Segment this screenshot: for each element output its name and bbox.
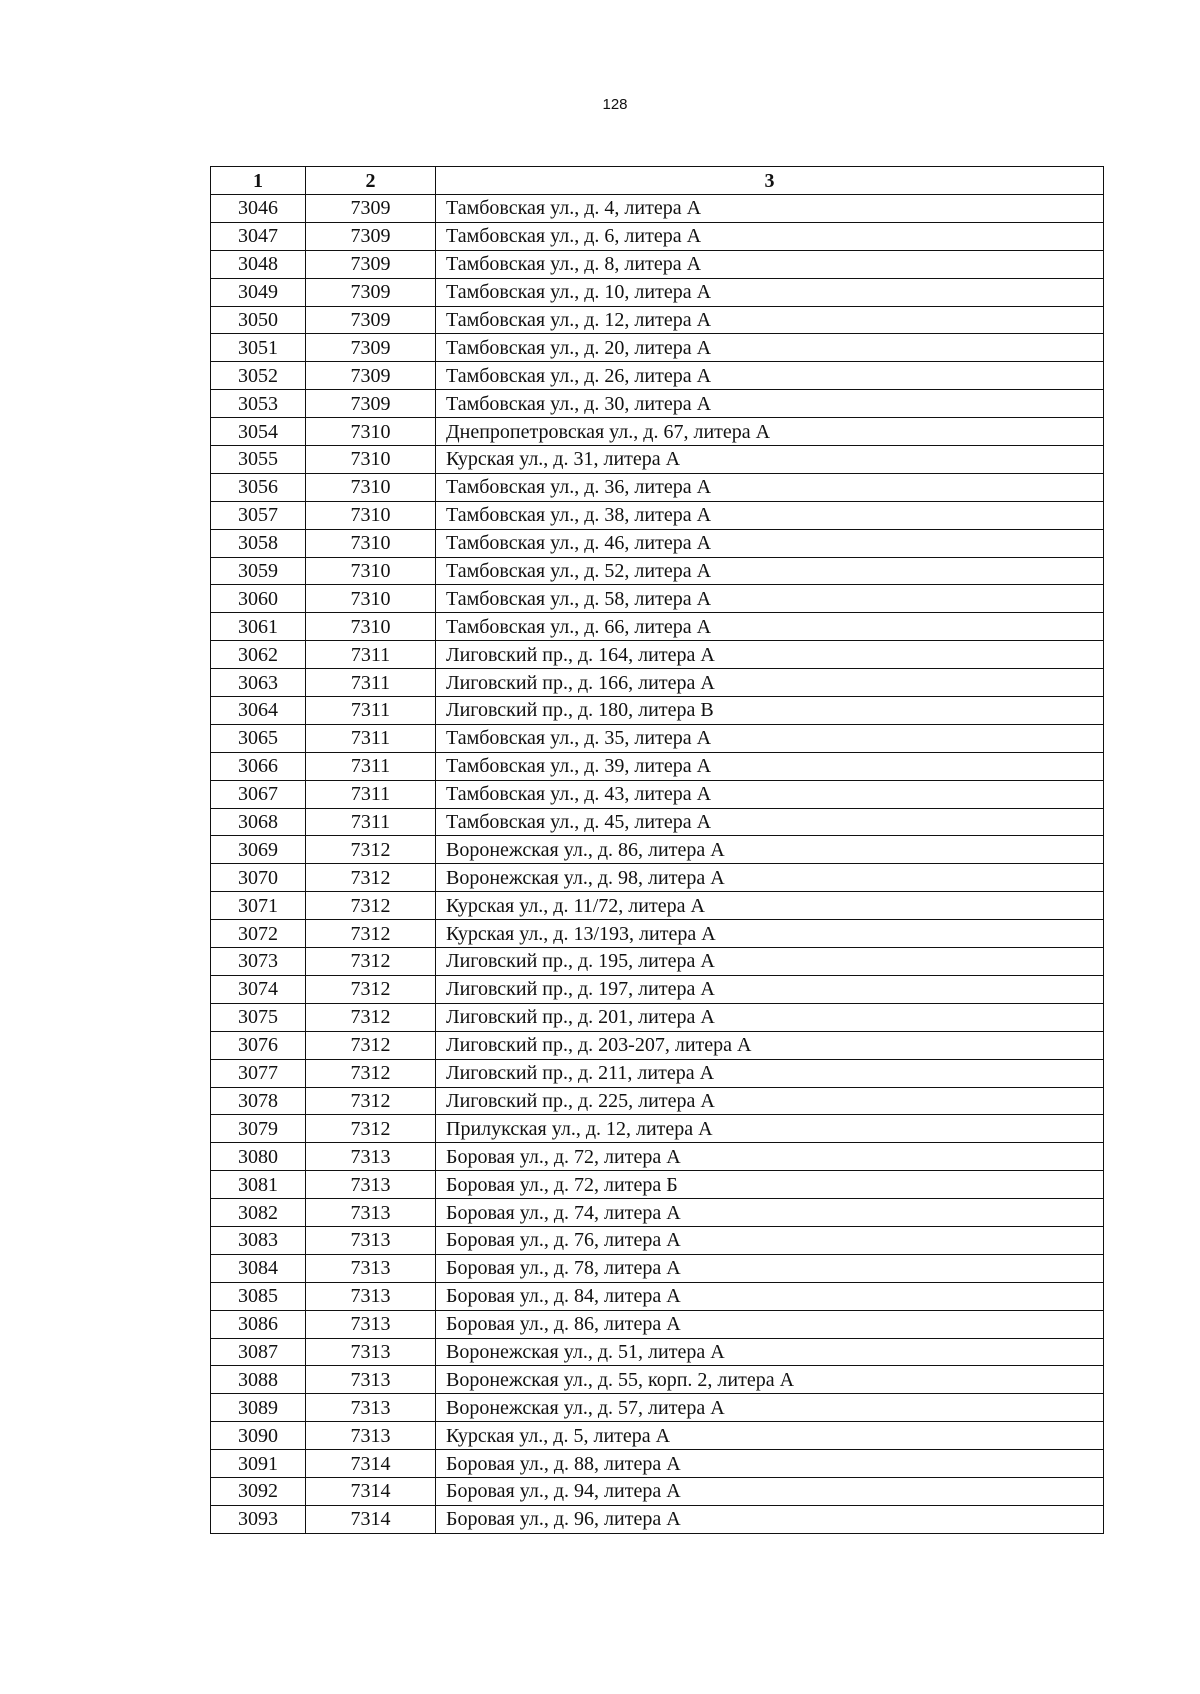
row-number-cell: 3052 [211,362,306,390]
code-cell: 7311 [306,780,436,808]
table-row [211,1254,1104,1282]
address-cell: Тамбовская ул., д. 45, литера А [436,808,1104,836]
table-row [211,836,1104,864]
table-row [211,1226,1104,1254]
code-cell: 7312 [306,1003,436,1031]
row-number-cell: 3070 [211,864,306,892]
address-cell: Лиговский пр., д. 164, литера А [436,641,1104,669]
address-cell: Лиговский пр., д. 195, литера А [436,948,1104,976]
code-cell: 7312 [306,864,436,892]
code-cell: 7309 [306,390,436,418]
code-cell: 7310 [306,418,436,446]
row-number-cell: 3058 [211,529,306,557]
address-cell: Днепропетровская ул., д. 67, литера А [436,418,1104,446]
address-cell: Тамбовская ул., д. 66, литера А [436,613,1104,641]
code-cell: 7312 [306,948,436,976]
address-cell: Боровая ул., д. 88, литера А [436,1450,1104,1478]
code-cell: 7313 [306,1282,436,1310]
row-number-cell: 3048 [211,250,306,278]
row-number-cell: 3067 [211,780,306,808]
table-row [211,1505,1104,1533]
address-cell: Курская ул., д. 31, литера А [436,446,1104,474]
table-row [211,1199,1104,1227]
code-cell: 7309 [306,222,436,250]
code-cell: 7309 [306,250,436,278]
table-row [211,1450,1104,1478]
code-cell: 7309 [306,278,436,306]
table-row [211,557,1104,585]
row-number-cell: 3050 [211,306,306,334]
address-cell: Тамбовская ул., д. 10, литера А [436,278,1104,306]
table-row [211,1003,1104,1031]
row-number-cell: 3085 [211,1282,306,1310]
row-number-cell: 3073 [211,948,306,976]
row-number-cell: 3083 [211,1226,306,1254]
code-cell: 7309 [306,362,436,390]
row-number-cell: 3068 [211,808,306,836]
code-cell: 7311 [306,641,436,669]
row-number-cell: 3089 [211,1394,306,1422]
row-number-cell: 3060 [211,585,306,613]
code-cell: 7311 [306,724,436,752]
table-row [211,724,1104,752]
address-cell: Боровая ул., д. 72, литера Б [436,1171,1104,1199]
row-number-cell: 3053 [211,390,306,418]
code-cell: 7312 [306,920,436,948]
code-cell: 7312 [306,1059,436,1087]
code-cell: 7312 [306,1115,436,1143]
row-number-cell: 3063 [211,669,306,697]
address-cell: Тамбовская ул., д. 36, литера А [436,473,1104,501]
row-number-cell: 3064 [211,697,306,725]
row-number-cell: 3091 [211,1450,306,1478]
table-header [211,167,1104,195]
row-number-cell: 3066 [211,752,306,780]
table-row [211,808,1104,836]
table-body [211,195,1104,1534]
table-row [211,892,1104,920]
code-cell: 7314 [306,1505,436,1533]
address-cell: Тамбовская ул., д. 26, литера А [436,362,1104,390]
code-cell: 7310 [306,501,436,529]
address-cell: Тамбовская ул., д. 6, литера А [436,222,1104,250]
row-number-cell: 3077 [211,1059,306,1087]
row-number-cell: 3065 [211,724,306,752]
address-cell: Лиговский пр., д. 225, литера А [436,1087,1104,1115]
row-number-cell: 3057 [211,501,306,529]
address-cell: Курская ул., д. 11/72, литера А [436,892,1104,920]
row-number-cell: 3051 [211,334,306,362]
row-number-cell: 3074 [211,975,306,1003]
code-cell: 7309 [306,306,436,334]
address-cell: Боровая ул., д. 84, литера А [436,1282,1104,1310]
address-cell: Тамбовская ул., д. 43, литера А [436,780,1104,808]
code-cell: 7312 [306,836,436,864]
table-row [211,920,1104,948]
code-cell: 7310 [306,613,436,641]
address-cell: Курская ул., д. 13/193, литера А [436,920,1104,948]
table-row [211,306,1104,334]
table-row [211,1338,1104,1366]
table-row [211,613,1104,641]
row-number-cell: 3075 [211,1003,306,1031]
address-cell: Тамбовская ул., д. 8, литера А [436,250,1104,278]
table-row [211,473,1104,501]
code-cell: 7313 [306,1394,436,1422]
address-cell: Боровая ул., д. 74, литера А [436,1199,1104,1227]
address-cell: Воронежская ул., д. 57, литера А [436,1394,1104,1422]
header-row [211,167,1104,195]
header-col-3: 3 [436,167,1104,195]
code-cell: 7313 [306,1338,436,1366]
header-col-1: 1 [211,167,306,195]
table-row [211,975,1104,1003]
table-row [211,641,1104,669]
address-cell: Воронежская ул., д. 55, корп. 2, литера А [436,1366,1104,1394]
table-row [211,1366,1104,1394]
code-cell: 7313 [306,1310,436,1338]
table-row [211,278,1104,306]
address-cell: Лиговский пр., д. 166, литера А [436,669,1104,697]
table-row [211,1477,1104,1505]
address-cell: Боровая ул., д. 78, литера А [436,1254,1104,1282]
header-col-2: 2 [306,167,436,195]
table-row [211,250,1104,278]
row-number-cell: 3081 [211,1171,306,1199]
code-cell: 7313 [306,1143,436,1171]
address-cell: Тамбовская ул., д. 58, литера А [436,585,1104,613]
row-number-cell: 3061 [211,613,306,641]
row-number-cell: 3080 [211,1143,306,1171]
address-cell: Тамбовская ул., д. 38, литера А [436,501,1104,529]
row-number-cell: 3069 [211,836,306,864]
row-number-cell: 3087 [211,1338,306,1366]
table-row [211,222,1104,250]
code-cell: 7312 [306,975,436,1003]
code-cell: 7310 [306,529,436,557]
table-row [211,585,1104,613]
address-cell: Прилукская ул., д. 12, литера А [436,1115,1104,1143]
row-number-cell: 3054 [211,418,306,446]
table-row [211,752,1104,780]
code-cell: 7313 [306,1226,436,1254]
address-cell: Тамбовская ул., д. 35, литера А [436,724,1104,752]
address-cell: Воронежская ул., д. 51, литера А [436,1338,1104,1366]
table-row [211,669,1104,697]
address-cell: Тамбовская ул., д. 39, литера А [436,752,1104,780]
row-number-cell: 3056 [211,473,306,501]
page-number: 128 [602,96,628,113]
code-cell: 7311 [306,669,436,697]
table-row [211,864,1104,892]
row-number-cell: 3055 [211,446,306,474]
table-row [211,1087,1104,1115]
table-row [211,501,1104,529]
row-number-cell: 3084 [211,1254,306,1282]
table-row [211,1310,1104,1338]
table-row [211,1031,1104,1059]
code-cell: 7313 [306,1366,436,1394]
table-row [211,334,1104,362]
table-row [211,1171,1104,1199]
row-number-cell: 3076 [211,1031,306,1059]
address-cell: Тамбовская ул., д. 20, литера А [436,334,1104,362]
address-cell: Боровая ул., д. 76, литера А [436,1226,1104,1254]
row-number-cell: 3078 [211,1087,306,1115]
address-cell: Тамбовская ул., д. 52, литера А [436,557,1104,585]
address-cell: Боровая ул., д. 72, литера А [436,1143,1104,1171]
code-cell: 7314 [306,1450,436,1478]
row-number-cell: 3059 [211,557,306,585]
table-row [211,446,1104,474]
row-number-cell: 3062 [211,641,306,669]
address-cell: Тамбовская ул., д. 12, литера А [436,306,1104,334]
code-cell: 7313 [306,1422,436,1450]
address-cell: Боровая ул., д. 96, литера А [436,1505,1104,1533]
table-row [211,1115,1104,1143]
row-number-cell: 3079 [211,1115,306,1143]
table-row [211,362,1104,390]
row-number-cell: 3082 [211,1199,306,1227]
code-cell: 7311 [306,697,436,725]
code-cell: 7313 [306,1171,436,1199]
address-cell: Лиговский пр., д. 203-207, литера А [436,1031,1104,1059]
table-row [211,1282,1104,1310]
code-cell: 7310 [306,473,436,501]
address-cell: Курская ул., д. 5, литера А [436,1422,1104,1450]
row-number-cell: 3047 [211,222,306,250]
address-cell: Боровая ул., д. 94, литера А [436,1477,1104,1505]
code-cell: 7310 [306,557,436,585]
code-cell: 7312 [306,1031,436,1059]
address-cell: Тамбовская ул., д. 30, литера А [436,390,1104,418]
code-cell: 7310 [306,446,436,474]
address-cell: Тамбовская ул., д. 46, литера А [436,529,1104,557]
table-row [211,1394,1104,1422]
row-number-cell: 3090 [211,1422,306,1450]
row-number-cell: 3093 [211,1505,306,1533]
table-row [211,529,1104,557]
code-cell: 7312 [306,1087,436,1115]
row-number-cell: 3046 [211,195,306,223]
row-number-cell: 3049 [211,278,306,306]
code-cell: 7311 [306,808,436,836]
code-cell: 7314 [306,1477,436,1505]
row-number-cell: 3086 [211,1310,306,1338]
table-row [211,418,1104,446]
table-row [211,780,1104,808]
table-row [211,1143,1104,1171]
address-cell: Лиговский пр., д. 201, литера А [436,1003,1104,1031]
code-cell: 7309 [306,334,436,362]
row-number-cell: 3071 [211,892,306,920]
table-row [211,1059,1104,1087]
table-row [211,390,1104,418]
table-row [211,697,1104,725]
address-cell: Лиговский пр., д. 180, литера В [436,697,1104,725]
address-cell: Боровая ул., д. 86, литера А [436,1310,1104,1338]
code-cell: 7311 [306,752,436,780]
row-number-cell: 3092 [211,1477,306,1505]
address-table [210,166,1104,1534]
row-number-cell: 3072 [211,920,306,948]
code-cell: 7313 [306,1199,436,1227]
code-cell: 7310 [306,585,436,613]
code-cell: 7313 [306,1254,436,1282]
address-cell: Воронежская ул., д. 86, литера А [436,836,1104,864]
address-cell: Лиговский пр., д. 211, литера А [436,1059,1104,1087]
table-row [211,195,1104,223]
code-cell: 7312 [306,892,436,920]
row-number-cell: 3088 [211,1366,306,1394]
table-row [211,1422,1104,1450]
address-cell: Лиговский пр., д. 197, литера А [436,975,1104,1003]
address-cell: Воронежская ул., д. 98, литера А [436,864,1104,892]
table-row [211,948,1104,976]
address-cell: Тамбовская ул., д. 4, литера А [436,195,1104,223]
code-cell: 7309 [306,195,436,223]
